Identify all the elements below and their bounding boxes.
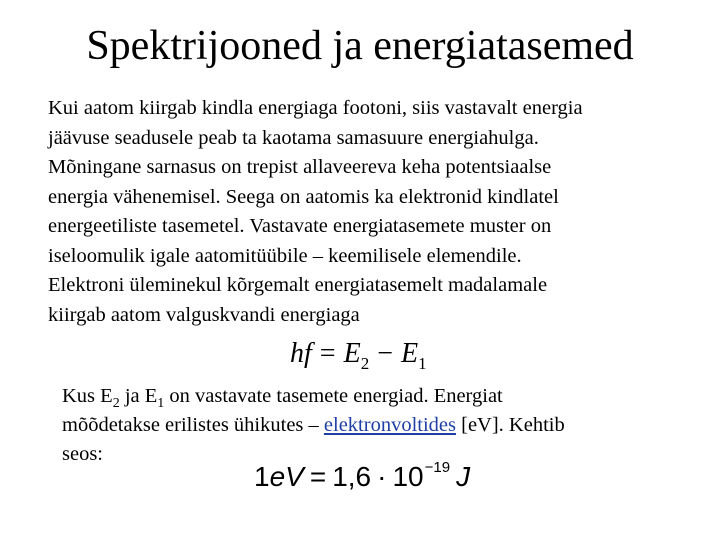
slide-title: Spektrijooned ja energiatasemed <box>86 23 634 69</box>
multiply-dot: · <box>377 461 387 492</box>
subscript-1: 1 <box>418 354 427 373</box>
paragraph-line: jäävuse seadusele peab ta kaotama samasuure energiahulga. <box>48 126 539 149</box>
coefficient: 1,6 <box>332 461 372 492</box>
paragraph-line: seos: <box>62 443 103 465</box>
paragraph-line: Kui aatom kiirgab kindla energiaga footoni, siis vastavalt energia <box>48 97 583 119</box>
text-fragment: on vastavate tasemete energiad. Energiat <box>164 385 503 407</box>
equals-sign: = <box>319 338 336 369</box>
exponent: −19 <box>424 459 451 476</box>
body-paragraph <box>48 94 688 330</box>
power-base: 10 <box>392 461 424 492</box>
equation-number: 1 <box>254 461 270 492</box>
text-fragment: mõõdetakse erilistes ühikutes – <box>62 414 324 436</box>
text-fragment: Kus E <box>62 385 113 407</box>
paragraph-line <box>62 411 682 440</box>
equals-sign: = <box>309 461 327 492</box>
text-fragment: ja E <box>119 385 158 407</box>
paragraph-line: energeetiliste tasemetel. Vastavate energiatasemete muster on <box>48 215 552 237</box>
ev-unit: eV <box>269 461 304 492</box>
energy-symbol: E <box>343 338 361 369</box>
text-fragment: [eV]. Kehtib <box>456 414 565 436</box>
minus-sign: − <box>377 338 393 369</box>
equation-lhs: hf <box>290 338 312 369</box>
paragraph-line: energia vähenemisel. Seega on aatomis ka elektronid kindlatel <box>48 185 559 208</box>
joule-unit: J <box>456 461 471 492</box>
elektronvoltides-link[interactable]: elektronvoltides <box>323 414 456 436</box>
electronvolt-equation <box>254 450 470 495</box>
paragraph-line: kiirgab aatom valguskvandi energiaga <box>48 303 360 326</box>
paragraph-line: Mõningane sarnasus on trepist allaveereva keha potentsiaalse <box>48 156 552 178</box>
paragraph-line: Elektroni üleminekul kõrgemalt energiatasemelt madalamale <box>48 274 548 296</box>
subscript-1: 1 <box>157 396 165 411</box>
photon-energy-equation <box>290 336 427 382</box>
subscript-2: 2 <box>112 396 120 411</box>
paragraph-line <box>62 382 682 411</box>
subscript-2: 2 <box>360 354 370 373</box>
paragraph-line: iseloomulik igale aatomitüübile – keemilisele elemendile. <box>48 244 522 267</box>
energy-symbol: E <box>400 338 419 369</box>
